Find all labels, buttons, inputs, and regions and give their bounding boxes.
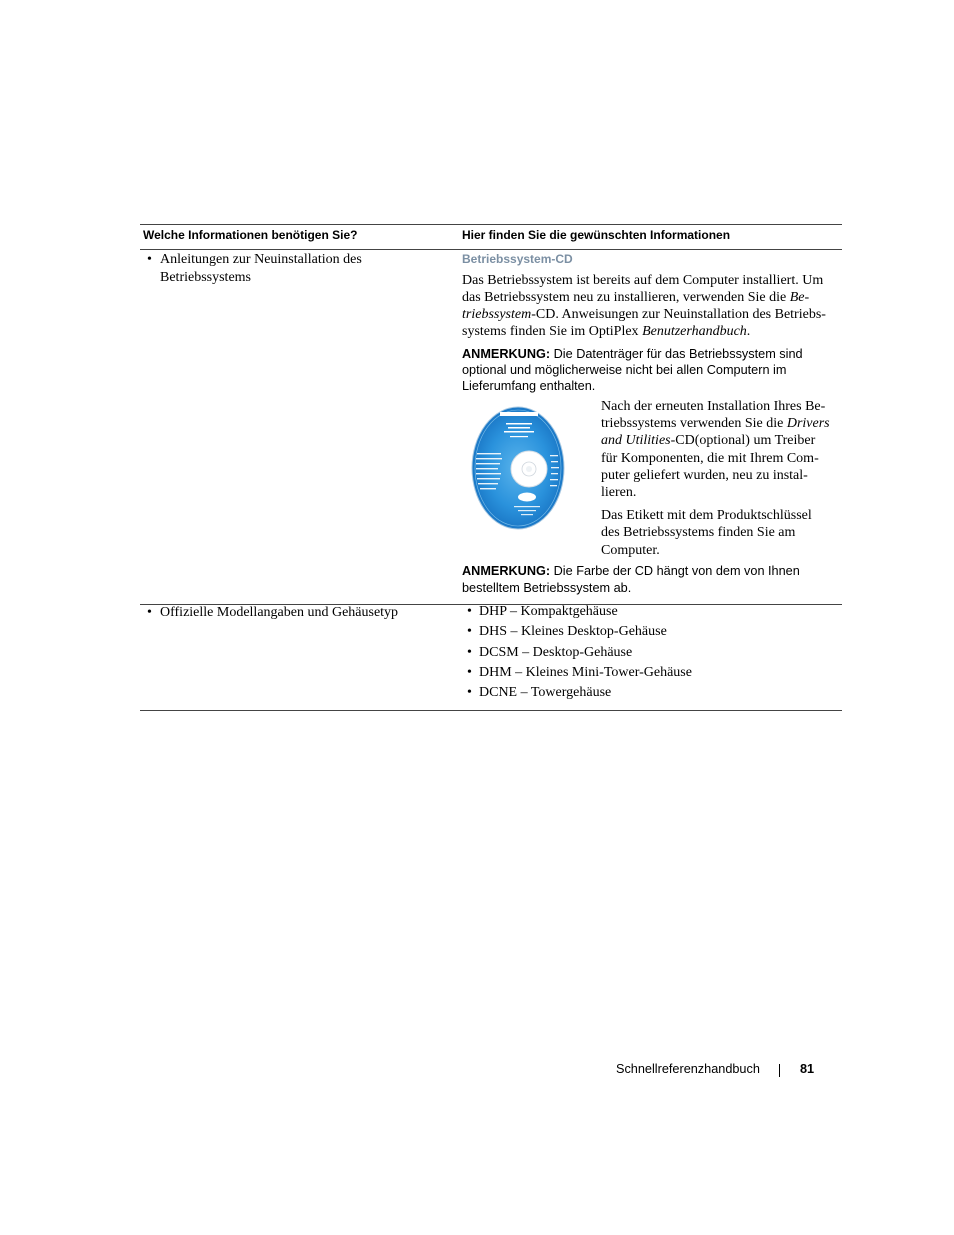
- note-text: Die Farbe der CD hängt von dem von Ihnen: [553, 564, 800, 578]
- product-key-line: des Betriebssystems finden Sie am: [601, 525, 796, 541]
- intro-italic-text: triebssystem: [462, 307, 532, 322]
- cd-text-line: puter geliefert wurden, neu zu instal-: [601, 467, 808, 483]
- cd-italic-text: Drivers: [786, 416, 830, 432]
- table-header-col1: Welche Informationen benötigen Sie?: [143, 228, 358, 242]
- cd-label-line: [476, 473, 501, 474]
- note-line: optional und möglicherweise nicht bei allen Computern im: [462, 363, 787, 377]
- bullet: •: [467, 604, 472, 619]
- intro-text: .: [746, 324, 751, 339]
- page-number: 81: [800, 1062, 815, 1076]
- cd-label-line: [477, 478, 500, 479]
- intro-text: systems finden Sie im OptiPlex: [462, 324, 643, 339]
- row2-left-text: [160, 604, 398, 621]
- bullet: •: [147, 252, 152, 267]
- chassis-type: DHS – Kleines Desktop-Gehäuse: [479, 624, 667, 640]
- cd-label-line: [506, 423, 532, 425]
- os-cd-intro-paragraph: [462, 272, 826, 340]
- cd-label-line: [518, 510, 536, 511]
- intro-italic-text: Benutzerhandbuch: [642, 324, 747, 339]
- bullet: •: [467, 624, 472, 640]
- cd-text-line: für Komponenten, die mit Ihrem Com-: [601, 450, 819, 466]
- note-media-optional: [462, 346, 803, 394]
- table-header-col2: Hier finden Sie die gewünschten Informationen: [462, 228, 731, 242]
- cd-label-line: [551, 473, 558, 474]
- row2-left-line: Offizielle Modellangaben und Gehäusetyp: [160, 605, 399, 620]
- footer-title: Schnellreferenzhandbuch: [616, 1062, 760, 1076]
- cd-label-line: [514, 506, 540, 507]
- note-line: [462, 346, 803, 362]
- cd-label-line: [550, 455, 558, 456]
- chassis-type: DHM – Kleines Mini-Tower-Gehäuse: [479, 664, 692, 680]
- footer-separator: [779, 1064, 780, 1077]
- cd-label-line: [508, 427, 530, 429]
- row1-left-text: [160, 251, 362, 286]
- intro-text: -CD. Anweisungen zur Neuinstallation des Betriebs-: [531, 307, 826, 322]
- intro-italic-text: Be-: [789, 290, 810, 305]
- bullet: •: [467, 685, 472, 700]
- intro-line: [462, 272, 826, 289]
- cd-text-line: [601, 432, 830, 449]
- note-line: Lieferumfang enthalten.: [462, 379, 596, 393]
- cd-center-hole: [526, 466, 532, 472]
- note-line: [462, 563, 800, 580]
- table-rule-header: [140, 249, 842, 250]
- cd-text: triebssystems verwenden Sie die: [601, 416, 787, 432]
- note-label: ANMERKUNG:: [462, 564, 551, 578]
- dell-logo-icon: [518, 493, 536, 502]
- cd-label-line: [551, 461, 558, 462]
- product-key-paragraph: [601, 507, 812, 559]
- cd-label-line: [550, 479, 558, 480]
- cd-label-line: [478, 483, 498, 484]
- cd-title-bar: [500, 412, 538, 416]
- bullet: •: [147, 605, 152, 620]
- row1-left-item: [147, 251, 362, 286]
- cd-label-line: [551, 467, 559, 468]
- note-label: ANMERKUNG:: [462, 347, 551, 361]
- bullet: •: [467, 664, 472, 680]
- intro-text: Das Betriebssystem ist bereits auf dem Computer installiert. Um: [462, 273, 824, 288]
- cd-label-line: [550, 485, 557, 486]
- cd-label-line: [510, 436, 528, 437]
- cd-label-line: [504, 431, 534, 433]
- cd-label-line: [476, 468, 498, 469]
- bullet: •: [467, 644, 472, 660]
- intro-line: [462, 306, 826, 323]
- note-cd-color: [462, 563, 800, 597]
- cd-description-paragraph: [601, 398, 830, 501]
- cd-label-line: [480, 488, 496, 489]
- cd-text-line: [601, 415, 830, 432]
- section-heading-os-cd: Betriebssystem-CD: [462, 252, 573, 266]
- cd-image: [470, 405, 566, 531]
- cd-text-line: Nach der erneuten Installation Ihres Be-: [601, 399, 826, 414]
- note-line: bestelltem Betriebssystem ab.: [462, 581, 632, 595]
- row2-left-item: [147, 604, 398, 621]
- chassis-type: DCSM – Desktop-Gehäuse: [479, 644, 633, 660]
- cd-label-line: [521, 514, 533, 515]
- intro-text: das Betriebssystem neu zu installieren, verwenden Sie die: [462, 290, 790, 305]
- row1-left-line: Anleitungen zur Neuinstallation des: [160, 252, 362, 267]
- note-text: Die Datenträger für das Betriebssystem sind: [553, 347, 803, 361]
- row1-left-line: Betriebssystems: [160, 269, 251, 285]
- cd-label-line: [476, 463, 500, 464]
- product-key-line: Das Etikett mit dem Produktschlüssel: [601, 508, 812, 523]
- table-rule-bottom: [140, 710, 842, 711]
- cd-label-line: [476, 458, 502, 459]
- cd-text: -CD(optional) um Treiber: [670, 433, 816, 449]
- product-key-line: Computer.: [601, 542, 660, 558]
- intro-line: [462, 289, 826, 306]
- cd-italic-text: and Utilities: [601, 433, 671, 449]
- chassis-type: DCNE – Towergehäuse: [479, 685, 612, 700]
- intro-line: [462, 323, 826, 340]
- cd-label-line: [477, 453, 501, 454]
- chassis-type: DHP – Kompaktgehäuse: [479, 604, 618, 619]
- table-rule-top: [140, 224, 842, 225]
- cd-text-line: lieren.: [601, 485, 637, 501]
